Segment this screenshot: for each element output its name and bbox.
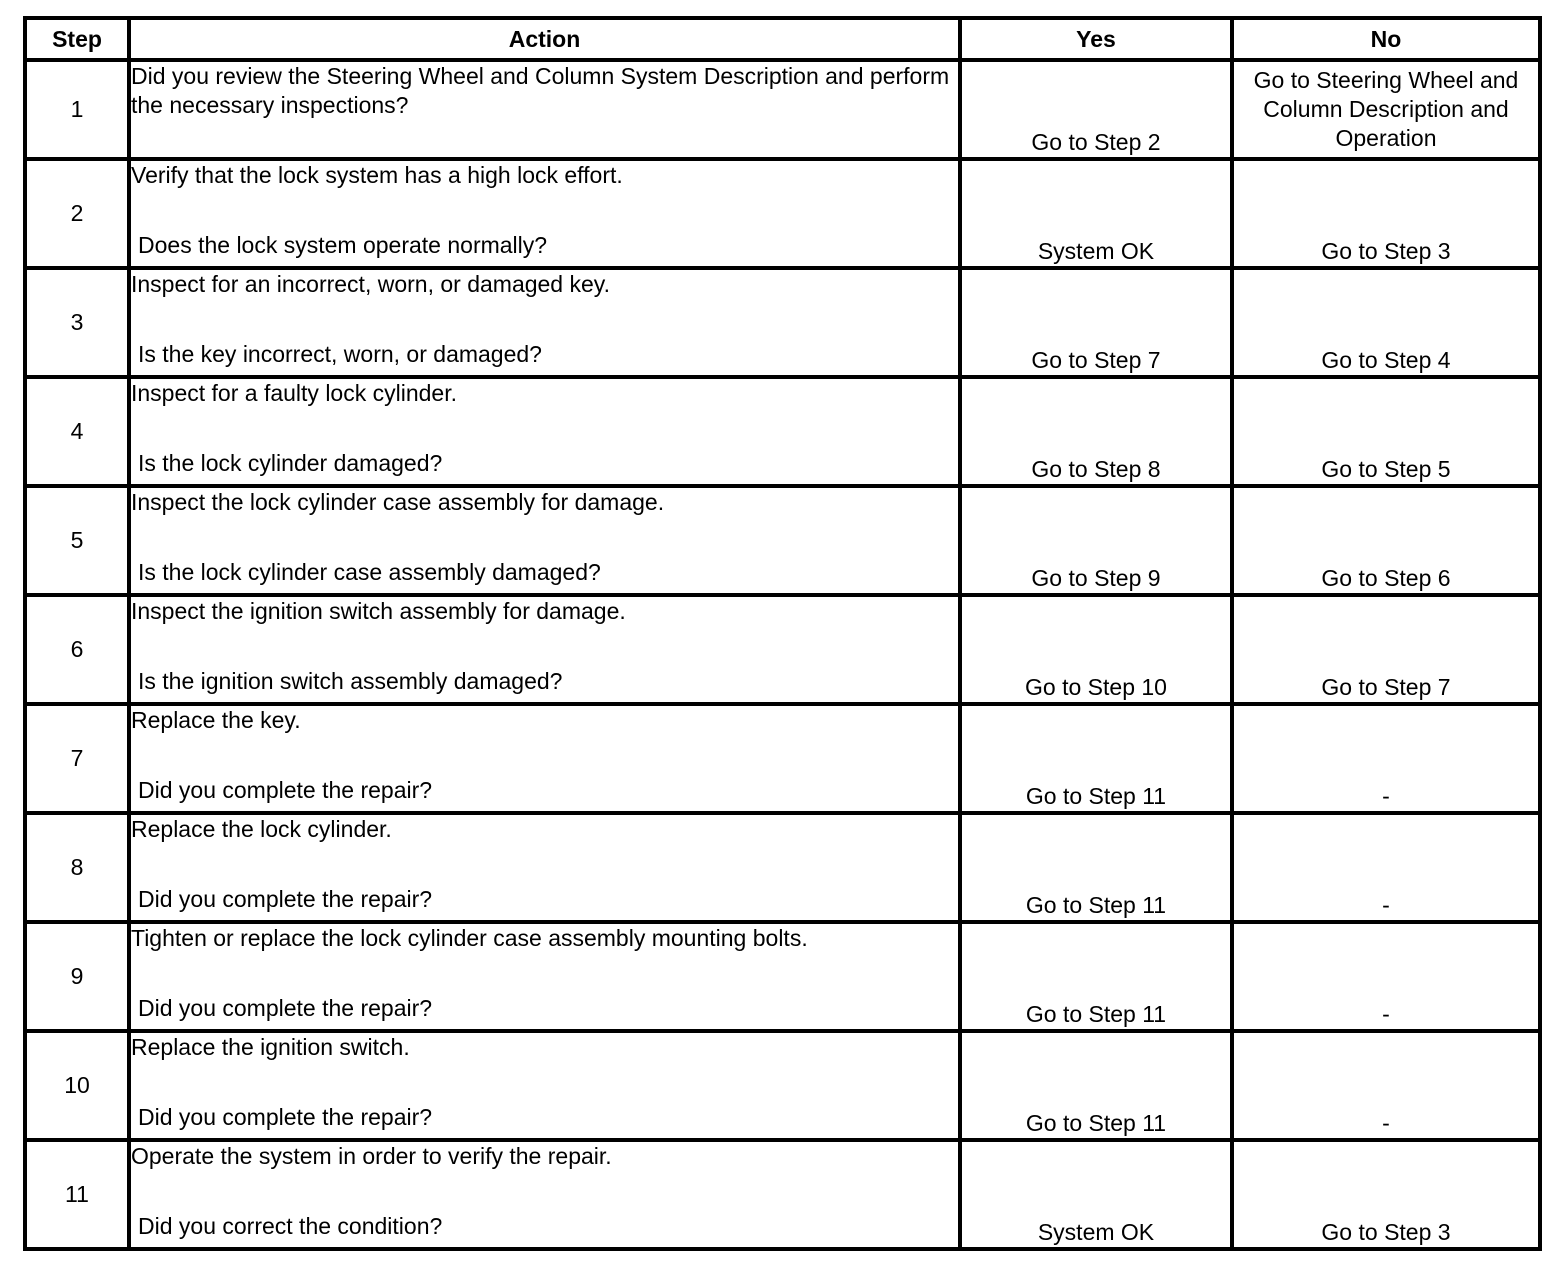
header-row (25, 18, 1540, 60)
step-number: 6 (25, 595, 129, 704)
step-number: 7 (25, 704, 129, 813)
step-number: 1 (25, 60, 129, 159)
table-row (25, 159, 1540, 268)
no-result: Go to Step 3 (1232, 1140, 1540, 1249)
no-result: - (1232, 1031, 1540, 1140)
action-cell (129, 595, 960, 704)
table-row (25, 377, 1540, 486)
action-text: Did you review the Steering Wheel and Column System Description and perform the necessary inspections? (131, 63, 950, 118)
table-row (25, 486, 1540, 595)
action-instruction: Replace the key. (131, 707, 301, 733)
header-action: Action (129, 18, 960, 60)
step-number: 5 (25, 486, 129, 595)
action-cell (129, 60, 960, 159)
table-row (25, 922, 1540, 1031)
table-row (25, 813, 1540, 922)
yes-result: System OK (960, 159, 1232, 268)
action-instruction: Replace the ignition switch. (131, 1034, 410, 1060)
step-number: 4 (25, 377, 129, 486)
no-result: Go to Step 5 (1232, 377, 1540, 486)
no-result: Go to Step 3 (1232, 159, 1540, 268)
action-cell (129, 813, 960, 922)
action-question: Is the lock cylinder case assembly damaged? (138, 559, 601, 585)
table-row (25, 268, 1540, 377)
header-no: No (1232, 18, 1540, 60)
action-cell (129, 1031, 960, 1140)
no-result: Go to Step 4 (1232, 268, 1540, 377)
yes-result: System OK (960, 1140, 1232, 1249)
action-cell (129, 704, 960, 813)
step-number: 10 (25, 1031, 129, 1140)
action-question: Is the lock cylinder damaged? (138, 450, 443, 476)
no-result: Go to Steering Wheel and Column Description and Operation (1232, 60, 1540, 159)
no-result: - (1232, 813, 1540, 922)
step-number: 9 (25, 922, 129, 1031)
action-instruction: Inspect the lock cylinder case assembly for damage. (131, 489, 665, 515)
table-row (25, 1031, 1540, 1140)
action-instruction: Inspect the ignition switch assembly for damage. (131, 598, 626, 624)
step-number: 8 (25, 813, 129, 922)
yes-result: Go to Step 2 (960, 60, 1232, 159)
table-row (25, 595, 1540, 704)
yes-result: Go to Step 8 (960, 377, 1232, 486)
header-yes: Yes (960, 18, 1232, 60)
action-question: Is the key incorrect, worn, or damaged? (138, 341, 542, 367)
action-question: Did you correct the condition? (138, 1213, 443, 1239)
action-cell (129, 1140, 960, 1249)
action-question: Did you complete the repair? (138, 995, 433, 1021)
action-question: Does the lock system operate normally? (138, 232, 548, 258)
yes-result: Go to Step 10 (960, 595, 1232, 704)
action-cell (129, 922, 960, 1031)
step-number: 3 (25, 268, 129, 377)
no-result: Go to Step 7 (1232, 595, 1540, 704)
action-instruction: Replace the lock cylinder. (131, 816, 392, 842)
no-result: - (1232, 922, 1540, 1031)
action-question: Is the ignition switch assembly damaged? (138, 668, 563, 694)
yes-result: Go to Step 7 (960, 268, 1232, 377)
action-question: Did you complete the repair? (138, 777, 433, 803)
diagnostic-table (23, 16, 1542, 1251)
step-number: 11 (25, 1140, 129, 1249)
yes-result: Go to Step 11 (960, 1031, 1232, 1140)
yes-result: Go to Step 11 (960, 922, 1232, 1031)
action-instruction: Inspect for a faulty lock cylinder. (131, 380, 457, 406)
table-row (25, 60, 1540, 159)
no-result: - (1232, 704, 1540, 813)
yes-result: Go to Step 11 (960, 813, 1232, 922)
action-question: Did you complete the repair? (138, 886, 433, 912)
yes-result: Go to Step 11 (960, 704, 1232, 813)
no-result: Go to Step 6 (1232, 486, 1540, 595)
action-instruction: Operate the system in order to verify the repair. (131, 1143, 612, 1169)
action-cell (129, 486, 960, 595)
action-cell (129, 159, 960, 268)
step-number: 2 (25, 159, 129, 268)
action-cell (129, 377, 960, 486)
action-question: Did you complete the repair? (138, 1104, 433, 1130)
table-row (25, 704, 1540, 813)
yes-result: Go to Step 9 (960, 486, 1232, 595)
header-step: Step (25, 18, 129, 60)
table-row (25, 1140, 1540, 1249)
action-instruction: Tighten or replace the lock cylinder case assembly mounting bolts. (131, 925, 808, 951)
action-instruction: Verify that the lock system has a high lock effort. (131, 162, 623, 188)
action-instruction: Inspect for an incorrect, worn, or damaged key. (131, 271, 610, 297)
action-cell (129, 268, 960, 377)
